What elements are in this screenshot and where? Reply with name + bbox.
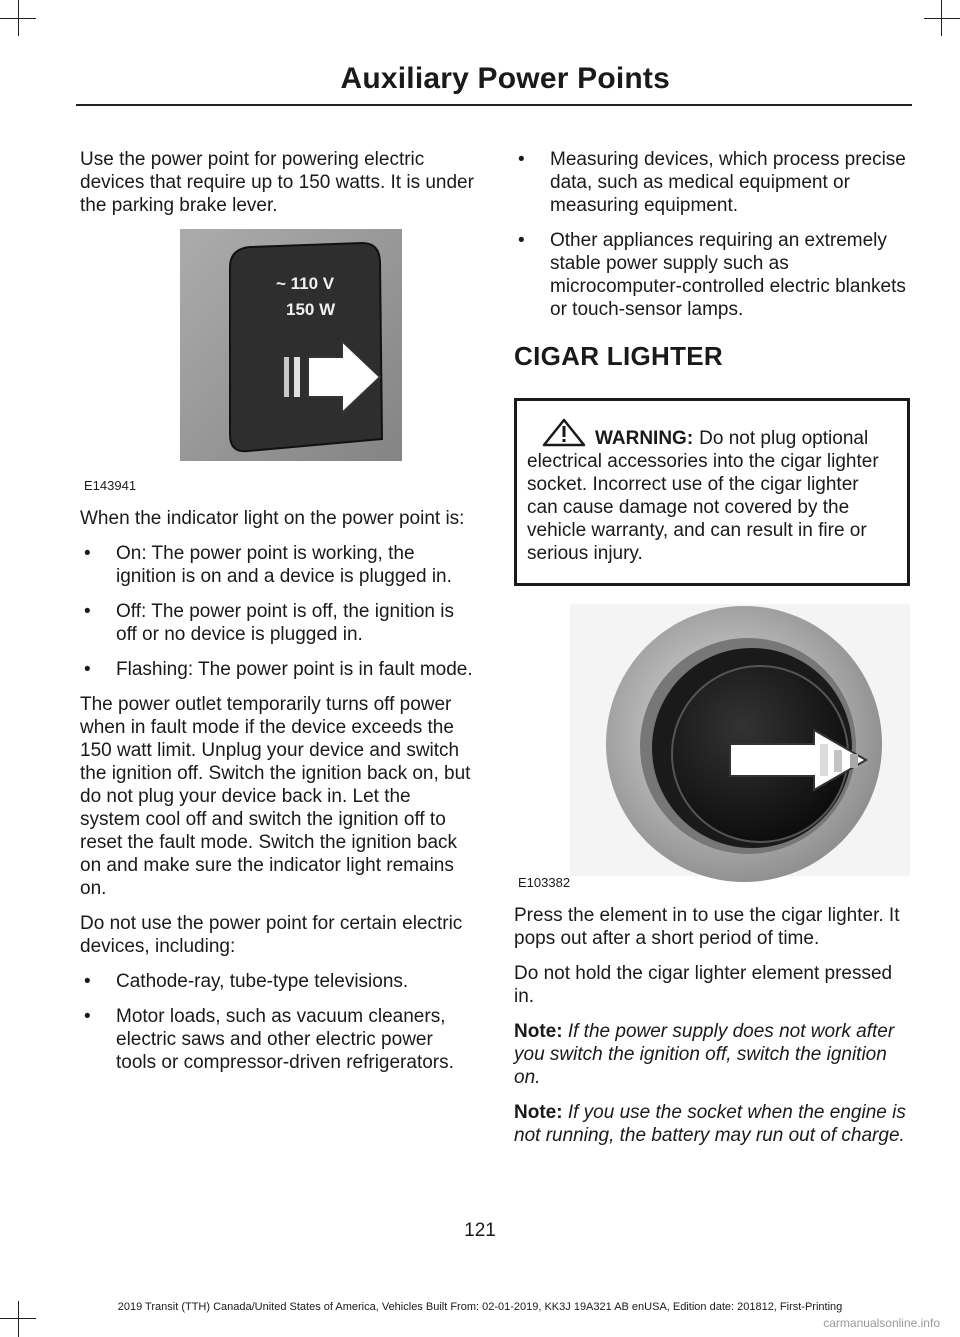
page-number: 121 — [464, 1220, 496, 1241]
cigar-lighter-illustration — [514, 604, 910, 894]
page-title: Auxiliary Power Points — [340, 62, 670, 95]
indicator-intro: When the indicator light on the power point is: — [80, 508, 465, 529]
donot-intro: Do not use the power point for certain electric devices, including: — [80, 913, 463, 957]
note-text: If you use the socket when the engine is not running, the battery may run out of charge. — [514, 1102, 906, 1146]
fault-mode-paragraph: The power outlet temporarily turns off power when in fault mode if the device exceeds the 150 watt limit. Unplug your device and switch the ignition off. Switch the ignition back on, but do not plug your device back in. Let the system cool off and switch the ignition off to reset the fault mode. Switch the ignition back on and make sure the indicator light remains on. — [80, 694, 471, 899]
warning-header — [527, 417, 893, 450]
warning-text: electrical accessories into the cigar lighter socket. Incorrect use of the cigar lighter can cause damage not covered by the vehicle warranty, and can result in fire or serious injury. — [527, 451, 879, 564]
right-column — [514, 148, 910, 1159]
list-item: • Flashing: The power point is in fault mode. — [84, 659, 473, 680]
power-point-figure — [80, 229, 474, 497]
bullet: • — [84, 971, 91, 992]
list-item: • Off: The power point is off, the ignition is off or no device is plugged in. — [84, 601, 454, 645]
bullet: • — [518, 230, 525, 251]
note-title: Note: — [514, 1102, 563, 1123]
bullet: • — [84, 659, 91, 680]
bullet: • — [84, 543, 91, 564]
note-paragraph — [514, 1101, 910, 1147]
intro-paragraph: Use the power point for powering electric devices that require up to 150 watts. It is under the parking brake lever. — [80, 149, 474, 216]
socket-voltage-label: ~ 110 V — [276, 274, 335, 293]
note-text: If the power supply does not work after you switch the ignition off, switch the ignition on. — [514, 1021, 895, 1088]
section-heading: CIGAR LIGHTER — [514, 341, 724, 371]
list-item: • Cathode-ray, tube-type televisions. — [84, 971, 409, 992]
left-column — [80, 148, 474, 1086]
indicator-list — [80, 542, 474, 681]
press-paragraph: Press the element in to use the cigar lighter. It pops out after a short period of time. — [514, 905, 900, 949]
crop-mark — [18, 0, 19, 36]
list-item: • On: The power point is working, the ignition is on and a device is plugged in. — [84, 543, 452, 587]
note-title: Note: — [514, 1021, 563, 1042]
power-point-illustration — [80, 229, 474, 497]
warning-text-first: Do not plug optional — [699, 428, 869, 449]
figure-code: E143941 — [84, 478, 137, 493]
hold-paragraph: Do not hold the cigar lighter element pressed in. — [514, 963, 893, 1007]
crop-mark — [941, 0, 942, 36]
warning-title: WARNING: — [595, 428, 694, 449]
donot-list — [80, 970, 474, 1074]
bullet: • — [84, 601, 91, 622]
donot-list-continued — [514, 148, 910, 321]
list-item: • Motor loads, such as vacuum cleaners, electric saws and other electric power tools or compressor-driven refrigerators. — [84, 1006, 454, 1073]
watermark: carmanualsonline.info — [823, 1316, 940, 1330]
bullet: • — [84, 1006, 91, 1027]
crop-mark — [924, 18, 960, 19]
bullet: • — [518, 149, 525, 170]
socket-wattage-label: 150 W — [286, 300, 336, 319]
warning-triangle-icon — [541, 417, 587, 447]
list-item: • Measuring devices, which process precise data, such as medical equipment or measuring equipment. — [518, 149, 906, 216]
list-item: • Other appliances requiring an extremely stable power supply such as microcomputer-controlled electric blankets or touch-sensor lamps. — [518, 230, 906, 320]
header-rule — [76, 104, 912, 106]
cigar-lighter-figure — [514, 604, 910, 894]
edition-footer: 2019 Transit (TTH) Canada/United States of America, Vehicles Built From: 02-01-2019, KK3J 19A321 AB enUSA, Edition date: 201812, First-Printing — [117, 1301, 843, 1313]
figure-code: E103382 — [518, 875, 571, 890]
warning-box — [514, 398, 910, 586]
note-paragraph — [514, 1020, 910, 1089]
